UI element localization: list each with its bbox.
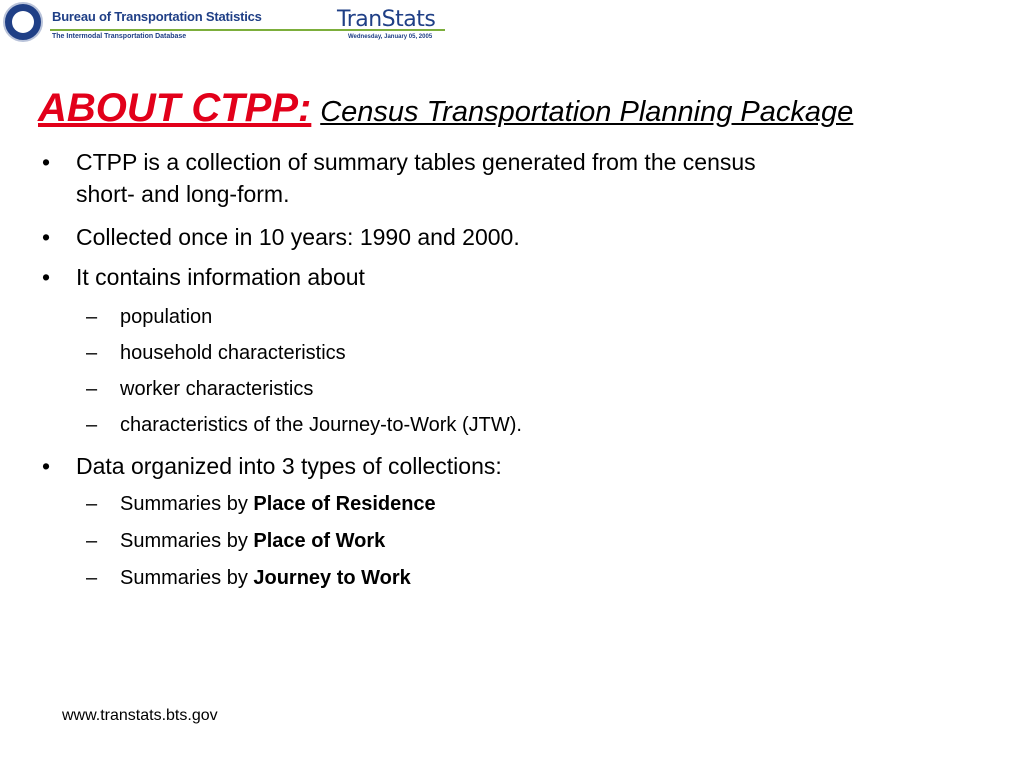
bullet-marker: • (42, 224, 51, 250)
slide-title (38, 86, 853, 131)
dash-marker: – (86, 414, 98, 436)
org-name: Bureau of Transportation Statistics (52, 9, 262, 24)
sub-bullet-text: worker characteristics (120, 378, 314, 400)
title-subtitle: Census Transportation Planning Package (320, 96, 854, 128)
dot-seal-icon (3, 2, 43, 42)
transtats-logo: TranStats (337, 7, 436, 32)
bullet-marker: • (42, 149, 51, 175)
bullet-text: It contains information about (76, 264, 365, 290)
title-main: ABOUT CTPP: (38, 86, 312, 130)
summary-prefix: Summaries by (120, 567, 248, 589)
summary-emphasis: Place of Work (253, 530, 386, 552)
bullet-text: Collected once in 10 years: 1990 and 2000. (76, 224, 520, 250)
bullet-text: short- and long-form. (76, 181, 290, 207)
dash-marker: – (86, 306, 98, 328)
sub-bullet-text: characteristics of the Journey-to-Work (JTW). (120, 414, 522, 436)
dash-marker: – (86, 378, 98, 400)
footer-url: www.transtats.bts.gov (62, 707, 218, 724)
bullet-text: Data organized into 3 types of collections: (76, 453, 502, 479)
dash-marker: – (86, 530, 98, 552)
summary-prefix: Summaries by (120, 530, 248, 552)
summary-emphasis: Journey to Work (253, 567, 411, 589)
bullet-text: CTPP is a collection of summary tables generated from the census (76, 149, 756, 175)
sub-bullet-text (120, 527, 385, 555)
sub-bullet-text (120, 564, 411, 592)
dash-marker: – (86, 567, 98, 589)
summary-prefix: Summaries by (120, 493, 248, 515)
sub-bullet-text: household characteristics (120, 342, 346, 364)
sub-bullet-text: population (120, 306, 213, 328)
dash-marker: – (86, 342, 98, 364)
dash-marker: – (86, 493, 98, 515)
sub-bullet-text (120, 490, 436, 518)
summary-emphasis: Place of Residence (253, 493, 436, 515)
slide-header (0, 0, 1024, 50)
org-subtitle: The Intermodal Transportation Database (52, 33, 187, 40)
bullet-marker: • (42, 264, 51, 290)
header-date: Wednesday, January 05, 2005 (348, 34, 433, 40)
bullet-marker: • (42, 453, 51, 479)
